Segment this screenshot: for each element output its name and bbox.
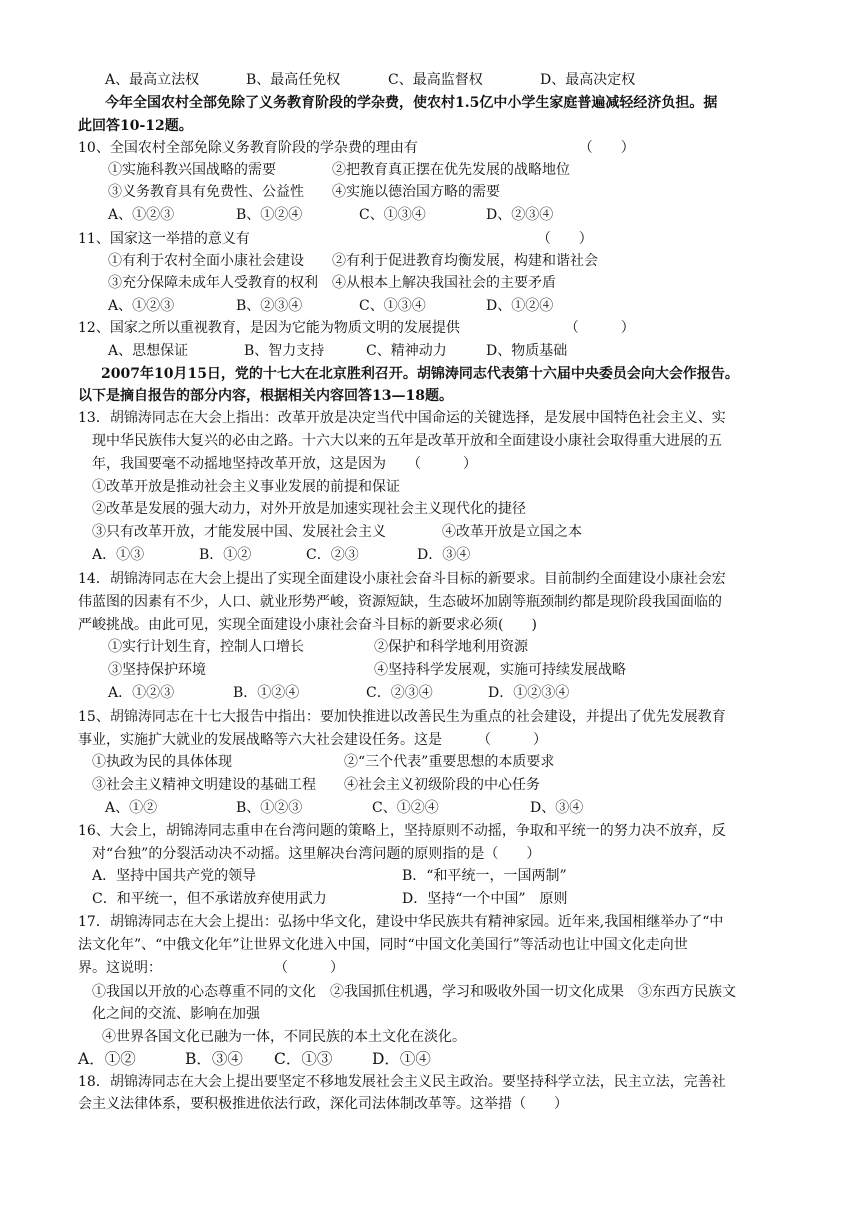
text-line: 化之间的交流、影响在加强 <box>92 1006 260 1022</box>
text-line: ②改革是发展的强大动力，对外开放是加速实现社会主义现代化的捷径 <box>92 501 526 517</box>
text-line: ③只有改革开放，才能发展中国、发展社会主义 ④改革开放是立国之本 <box>92 524 582 540</box>
answer-option: A、最高立法权 <box>105 72 200 88</box>
text-line: 对“台独”的分裂活动决不动摇。这里解决台湾问题的原则指的是（ ） <box>92 846 541 862</box>
text-line: 16、大会上，胡锦涛同志重申在台湾问题的策略上，坚持原则不动摇，争取和平统一的努力决不放弃，反 <box>78 823 726 839</box>
text-line: 此回答10-12题。 <box>78 118 193 134</box>
text-line: 17．胡锦涛同志在大会上提出：弘扬中华文化，建设中华民族共有精神家园。近年来,我国相继举办了“中 <box>78 914 724 930</box>
text-line: ①实施科教兴国战略的需要 ②把教育真正摆在优先发展的战略地位 <box>108 162 570 178</box>
text-line: 18．胡锦涛同志在大会上提出要坚定不移地发展社会主义民主政治。要坚持科学立法，民主立法，完善社 <box>78 1074 726 1090</box>
answer-option: D、②③④ <box>486 207 554 223</box>
answer-option: C．②③④ <box>366 685 433 701</box>
text-line: 13．胡锦涛同志在大会上指出：改革开放是决定当代中国命运的关键选择，是发展中国特色社会主义、实 <box>78 410 726 426</box>
answer-option: B．③④ <box>185 1050 243 1068</box>
answer-option: D、③④ <box>530 800 584 816</box>
text-line: ③义务教育具有免费性、公益性 ④实施以德治国方略的需要 <box>108 184 500 200</box>
answer-option: A．坚持中国共产党的领导 <box>92 868 257 884</box>
answer-option: A．①② <box>78 1050 136 1068</box>
answer-option: B、①②③ <box>236 800 303 816</box>
text-line: 年，我国要毫不动摇地坚持改革开放，这是因为 （ ） <box>92 456 477 472</box>
answer-option: B．“和平统一，一国两制” <box>402 868 567 884</box>
text-line: 以下是摘自报告的部分内容，根据相关内容回答13—18题。 <box>78 388 453 404</box>
text-line: 2007年10月15日，党的十七大在北京胜利召开。胡锦涛同志代表第十六届中央委员会向大会作报告。 <box>101 366 739 382</box>
answer-option: D、①②④ <box>486 298 554 314</box>
text-line: 14．胡锦涛同志在大会上提出了实现全面建设小康社会奋斗目标的新要求。目前制约全面建设小康社会宏 <box>78 571 726 587</box>
answer-option: D、物质基础 <box>486 343 568 359</box>
answer-option: B、②③④ <box>236 298 303 314</box>
answer-option: A、①② <box>105 800 158 816</box>
answer-option: C、①②④ <box>372 800 439 816</box>
text-line: ④世界各国文化已融为一体，不同民族的本土文化在淡化。 <box>102 1029 466 1045</box>
answer-option: A．①②③ <box>108 685 175 701</box>
text-line: 界。这说明： （ ） <box>78 960 344 976</box>
answer-option: B、智力支持 <box>244 343 325 359</box>
text-line: ①改革开放是推动社会主义事业发展的前提和保证 <box>92 479 400 495</box>
answer-option: B．①② <box>199 547 252 563</box>
text-line: ①实行计划生育，控制人口增长 ②保护和科学地利用资源 <box>108 639 528 655</box>
answer-option: C．和平统一，但不承诺放弃使用武力 <box>92 891 327 907</box>
text-line: 今年全国农村全部免除了义务教育阶段的学杂费，使农村1.5亿中小学生家庭普遍减轻经济负担。据 <box>105 95 718 111</box>
text-line: 会主义法律体系，要积极推进依法行政，深化司法体制改革等。这举措（ ） <box>78 1096 568 1112</box>
text-line: ①执政为民的具体体现 ②“三个代表”重要思想的本质要求 <box>92 754 555 770</box>
answer-option: C、①③④ <box>359 298 426 314</box>
answer-option: C、①③④ <box>359 207 426 223</box>
text-line: 11、国家这一举措的意义有 （ ） <box>78 231 593 247</box>
text-line: ③充分保障未成年人受教育的权利 ④从根本上解决我国社会的主要矛盾 <box>108 275 556 291</box>
text-line: 严峻挑战。由此可见，实现全面建设小康社会奋斗目标的新要求必须( ) <box>78 617 537 633</box>
answer-option: A、①②③ <box>108 298 175 314</box>
answer-option: B．①②④ <box>233 685 300 701</box>
answer-option: D、最高决定权 <box>540 72 636 88</box>
answer-option: C．②③ <box>306 547 359 563</box>
text-line: 伟蓝图的因素有不少，人口、就业形势严峻，资源短缺，生态破坏加剧等瓶颈制约都是现阶段我国面临的 <box>78 594 722 610</box>
answer-option: B、①②④ <box>236 207 303 223</box>
answer-option: C．①③ <box>274 1050 333 1068</box>
text-line: ①有利于农村全面小康社会建设 ②有利于促进教育均衡发展，构建和谐社会 <box>108 253 598 269</box>
answer-option: D．①④ <box>372 1050 431 1068</box>
text-line: 现中华民族伟大复兴的必由之路。十六大以来的五年是改革开放和全面建设小康社会取得重大进展的五 <box>92 433 722 449</box>
answer-option: D．③④ <box>417 547 471 563</box>
text-line: 法文化年”、“中俄文化年”让世界文化进入中国，同时“中国文化美国行”等活动也让中国文化走向世 <box>78 937 688 953</box>
answer-option: A、思想保证 <box>108 343 189 359</box>
text-line: ①我国以开放的心态尊重不同的文化 ②我国抓住机遇，学习和吸收外国一切文化成果 ③东西方民族文 <box>92 984 736 1000</box>
text-line: 10、全国农村全部免除义务教育阶段的学杂费的理由有 （ ） <box>78 140 635 156</box>
text-line: 12、国家之所以重视教育，是因为它能为物质文明的发展提供 （ ） <box>78 320 635 336</box>
text-line: ③坚持保护环境 ④坚持科学发展观，实施可持续发展战略 <box>108 662 626 678</box>
text-line: 事业，实施扩大就业的发展战略等六大社会建设任务。这是 （ ） <box>78 732 547 748</box>
answer-option: A、①②③ <box>108 207 175 223</box>
answer-option: D．①②③④ <box>488 685 570 701</box>
answer-option: A．①③ <box>92 547 145 563</box>
answer-option: C、精神动力 <box>366 343 447 359</box>
answer-option: B、最高任免权 <box>246 72 341 88</box>
text-line: 15、胡锦涛同志在十七大报告中指出：要加快推进以改善民生为重点的社会建设，并提出了优先发展教育 <box>78 709 726 725</box>
text-line: ③社会主义精神文明建设的基础工程 ④社会主义初级阶段的中心任务 <box>92 777 540 793</box>
answer-option: D．坚持“一个中国” 原则 <box>402 891 568 907</box>
answer-option: C、最高监督权 <box>388 72 483 88</box>
